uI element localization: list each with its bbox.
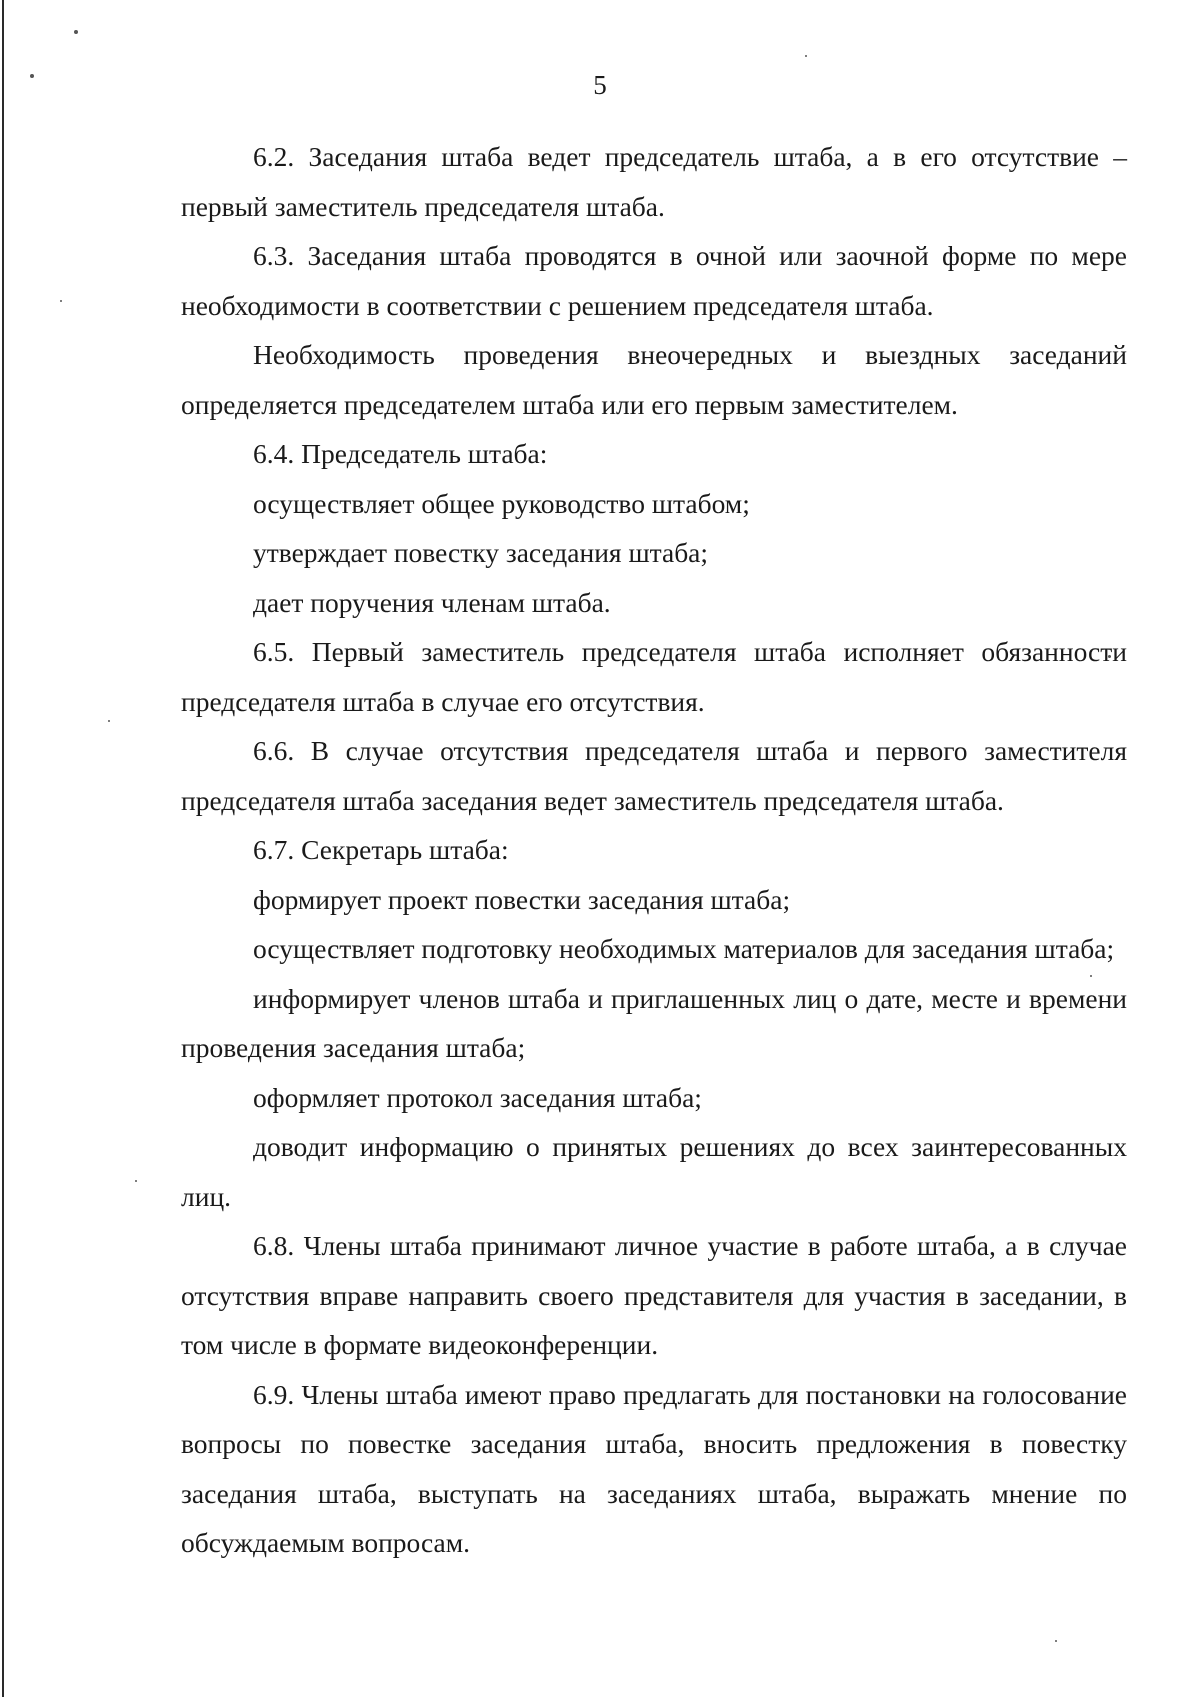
list-item: формирует проект повестки заседания штаба; bbox=[253, 883, 791, 915]
paragraph-6-5: 6.5. Первый заместитель председателя штаба исполняет обязанности председателя штаба в случае его отсутствия. bbox=[181, 636, 1127, 717]
paragraph-extraordinary-meetings: Необходимость проведения внеочередных и выездных заседаний определяется председателем штаба или его первым заместителем. bbox=[181, 339, 1127, 420]
paragraph-6-2: 6.2. Заседания штаба ведет председатель штаба, а в его отсутствие – первый заместитель председателя штаба. bbox=[181, 141, 1127, 222]
paragraph-6-8: 6.8. Члены штаба принимают личное участие в работе штаба, а в случае отсутствия вправе направить своего представителя для участия в заседании, в том числе в формате видеоконференции. bbox=[181, 1230, 1127, 1360]
list-item: осуществляет общее руководство штабом; bbox=[253, 487, 750, 519]
list-item: осуществляет подготовку необходимых материалов для заседания штаба; bbox=[253, 933, 1115, 964]
paragraph-6-9: 6.9. Члены штаба имеют право предлагать для постановки на голосование вопросы по повестке заседания штаба, вносить предложения в повестку заседания штаба, выступать на заседаниях штаба, выражать мнение по обсуждаемым вопросам. bbox=[181, 1378, 1127, 1558]
page-number: 5 bbox=[593, 70, 607, 100]
scan-edge bbox=[2, 0, 4, 1697]
document-body bbox=[181, 132, 1127, 1568]
list-item: дает поручения членам штаба. bbox=[253, 586, 611, 618]
list-item: информирует членов штаба и приглашенных лиц о дате, месте и времени проведения заседания штаба; bbox=[181, 982, 1127, 1063]
paragraph-6-3: 6.3. Заседания штаба проводятся в очной или заочной форме по мере необходимости в соответствии с решением председателя штаба. bbox=[181, 240, 1127, 321]
list-item: утверждает повестку заседания штаба; bbox=[253, 537, 709, 568]
list-item: оформляет протокол заседания штаба; bbox=[253, 1081, 702, 1113]
paragraph-6-6: 6.6. В случае отсутствия председателя штаба и первого заместителя председателя штаба заседания ведет заместитель председателя штаба. bbox=[181, 735, 1127, 816]
paragraph-6-4: 6.4. Председатель штаба: bbox=[253, 438, 548, 469]
list-item: доводит информацию о принятых решениях до всех заинтересованных лиц. bbox=[181, 1131, 1127, 1212]
paragraph-6-7: 6.7. Секретарь штаба: bbox=[253, 834, 509, 865]
